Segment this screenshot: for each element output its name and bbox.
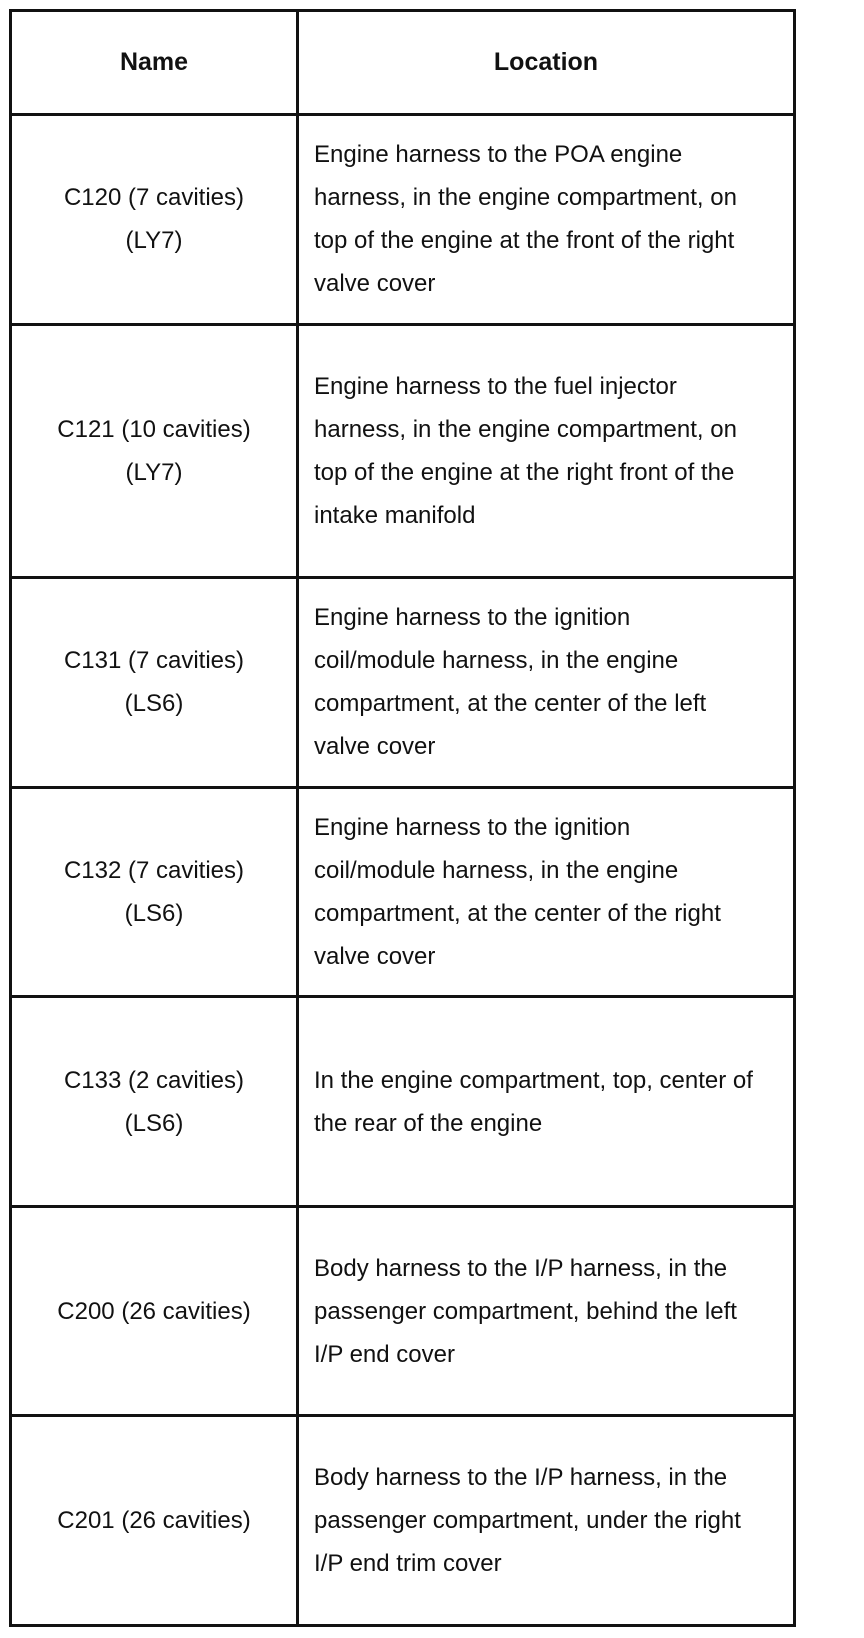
- connector-location: Engine harness to the ignition coil/module harness, in the engine compartment, at the center of the left valve cover: [298, 578, 795, 788]
- table-row: [11, 1206, 795, 1416]
- engine-code: (LS6): [124, 1109, 184, 1137]
- connector-name-cell: [11, 997, 298, 1207]
- connector-name: C121 (10 cavities): [57, 415, 251, 443]
- connector-name: C131 (7 cavities): [63, 647, 245, 675]
- connector-name: C201 (26 cavities): [57, 1507, 251, 1535]
- table-row: [11, 1416, 795, 1626]
- connector-name-cell: [11, 787, 298, 997]
- engine-code: (LY7): [125, 227, 183, 255]
- table-row: [11, 115, 795, 325]
- table-row: [11, 997, 795, 1207]
- table-row: [11, 787, 795, 997]
- table-row: [11, 324, 795, 578]
- connector-name-cell: [11, 1416, 298, 1626]
- engine-code: (LY7): [125, 458, 183, 486]
- connector-location: Engine harness to the ignition coil/module harness, in the engine compartment, at the center of the right valve cover: [298, 787, 795, 997]
- connector-location: Body harness to the I/P harness, in the passenger compartment, under the right I/P end trim cover: [298, 1416, 795, 1626]
- connector-name-cell: [11, 115, 298, 325]
- connector-location: In the engine compartment, top, center of the rear of the engine: [298, 997, 795, 1207]
- header-location: Location: [298, 11, 795, 115]
- connector-name: C120 (7 cavities): [63, 184, 245, 212]
- connector-location-table: [9, 9, 796, 1627]
- connector-location: Engine harness to the POA engine harness, in the engine compartment, on top of the engine at the front of the right valve cover: [298, 115, 795, 325]
- connector-location: Engine harness to the fuel injector harness, in the engine compartment, on top of the engine at the right front of the intake manifold: [298, 324, 795, 578]
- table-row: [11, 578, 795, 788]
- connector-name: C133 (2 cavities): [63, 1066, 245, 1094]
- connector-name: C200 (26 cavities): [57, 1297, 251, 1325]
- table-header-row: [11, 11, 795, 115]
- connector-name: C132 (7 cavities): [63, 856, 245, 884]
- header-name: Name: [11, 11, 298, 115]
- connector-name-cell: [11, 578, 298, 788]
- connector-name-cell: [11, 1206, 298, 1416]
- connector-location: Body harness to the I/P harness, in the passenger compartment, behind the left I/P end cover: [298, 1206, 795, 1416]
- engine-code: (LS6): [124, 690, 184, 718]
- connector-name-cell: [11, 324, 298, 578]
- engine-code: (LS6): [124, 899, 184, 927]
